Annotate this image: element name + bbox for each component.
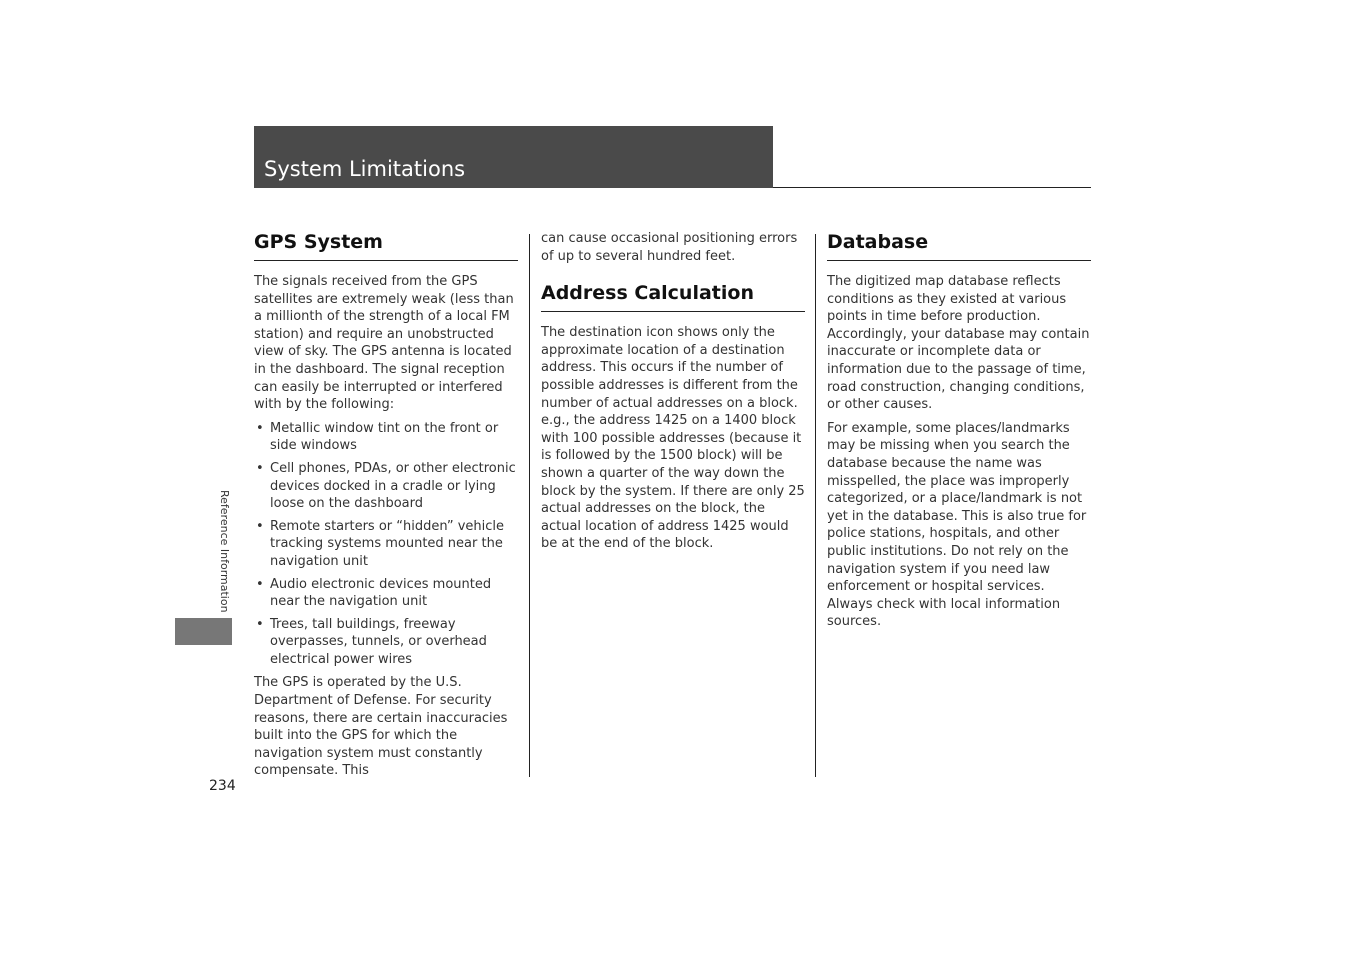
section-title-bar xyxy=(254,126,773,188)
database-column xyxy=(827,230,1091,637)
page-number: 234 xyxy=(209,778,236,794)
gps-heading: GPS System xyxy=(254,230,518,261)
page-title: System Limitations xyxy=(264,157,466,181)
gps-interference-list xyxy=(254,420,518,669)
column-divider xyxy=(815,234,816,777)
side-tab-marker xyxy=(175,618,232,645)
address-heading: Address Calculation xyxy=(541,281,805,312)
gps-intro: The signals received from the GPS satellites are extremely weak (less than a millionth of the strength of a local FM station) and require an unobstructed view of sky. The GPS antenna is located in the dashboard. The signal reception can easily be interrupted or interfered with by the following: xyxy=(254,274,514,413)
gps-column xyxy=(254,230,518,786)
side-tab-label: Reference Information xyxy=(218,490,231,613)
list-item: • Cell phones, PDAs, or other electronic devices docked in a cradle or lying loose on the dashboard xyxy=(254,460,518,513)
database-para-2: For example, some places/landmarks may be missing when you search the database because the name was misspelled, the place was improperly categorized, or a place/landmark is not yet in the database. This is also true for police stations, hospitals, and other public institutions. Do not rely on the navigation system if you need law enforcement or hospital services. Always check with local information sources. xyxy=(827,420,1087,630)
gps-closing: The GPS is operated by the U.S. Department of Defense. For security reasons, there are certain inaccuracies built into the GPS for which the navigation system must constantly compensate. This xyxy=(254,675,508,779)
address-column xyxy=(541,230,805,559)
column-divider xyxy=(529,234,530,777)
list-item: • Trees, tall buildings, freeway overpasses, tunnels, or overhead electrical power wires xyxy=(254,616,518,669)
list-item: • Remote starters or “hidden” vehicle tracking systems mounted near the navigation unit xyxy=(254,518,518,571)
list-item: • Metallic window tint on the front or side windows xyxy=(254,420,518,455)
title-rule xyxy=(773,187,1091,188)
database-para-1: The digitized map database reflects conditions as they existed at various points in time before production. Accordingly, your database may contain inaccurate or incomplete data or information due to the passage of time, road construction, changing conditions, or other causes. xyxy=(827,274,1090,413)
list-item: • Audio electronic devices mounted near the navigation unit xyxy=(254,576,518,611)
database-heading: Database xyxy=(827,230,1091,261)
address-body: The destination icon shows only the approximate location of a destination address. This occurs if the number of possible addresses is different from the number of actual addresses on a block. e.g., the address 1425 on a 1400 block with 100 possible addresses (because it is followed by the 1500 block) will be shown a quarter of the way down the block by the system. If there are only 25 actual addresses on the block, the actual location of address 1425 would be at the end of the block. xyxy=(541,325,805,552)
gps-continued: can cause occasional positioning errors of up to several hundred feet. xyxy=(541,231,798,264)
